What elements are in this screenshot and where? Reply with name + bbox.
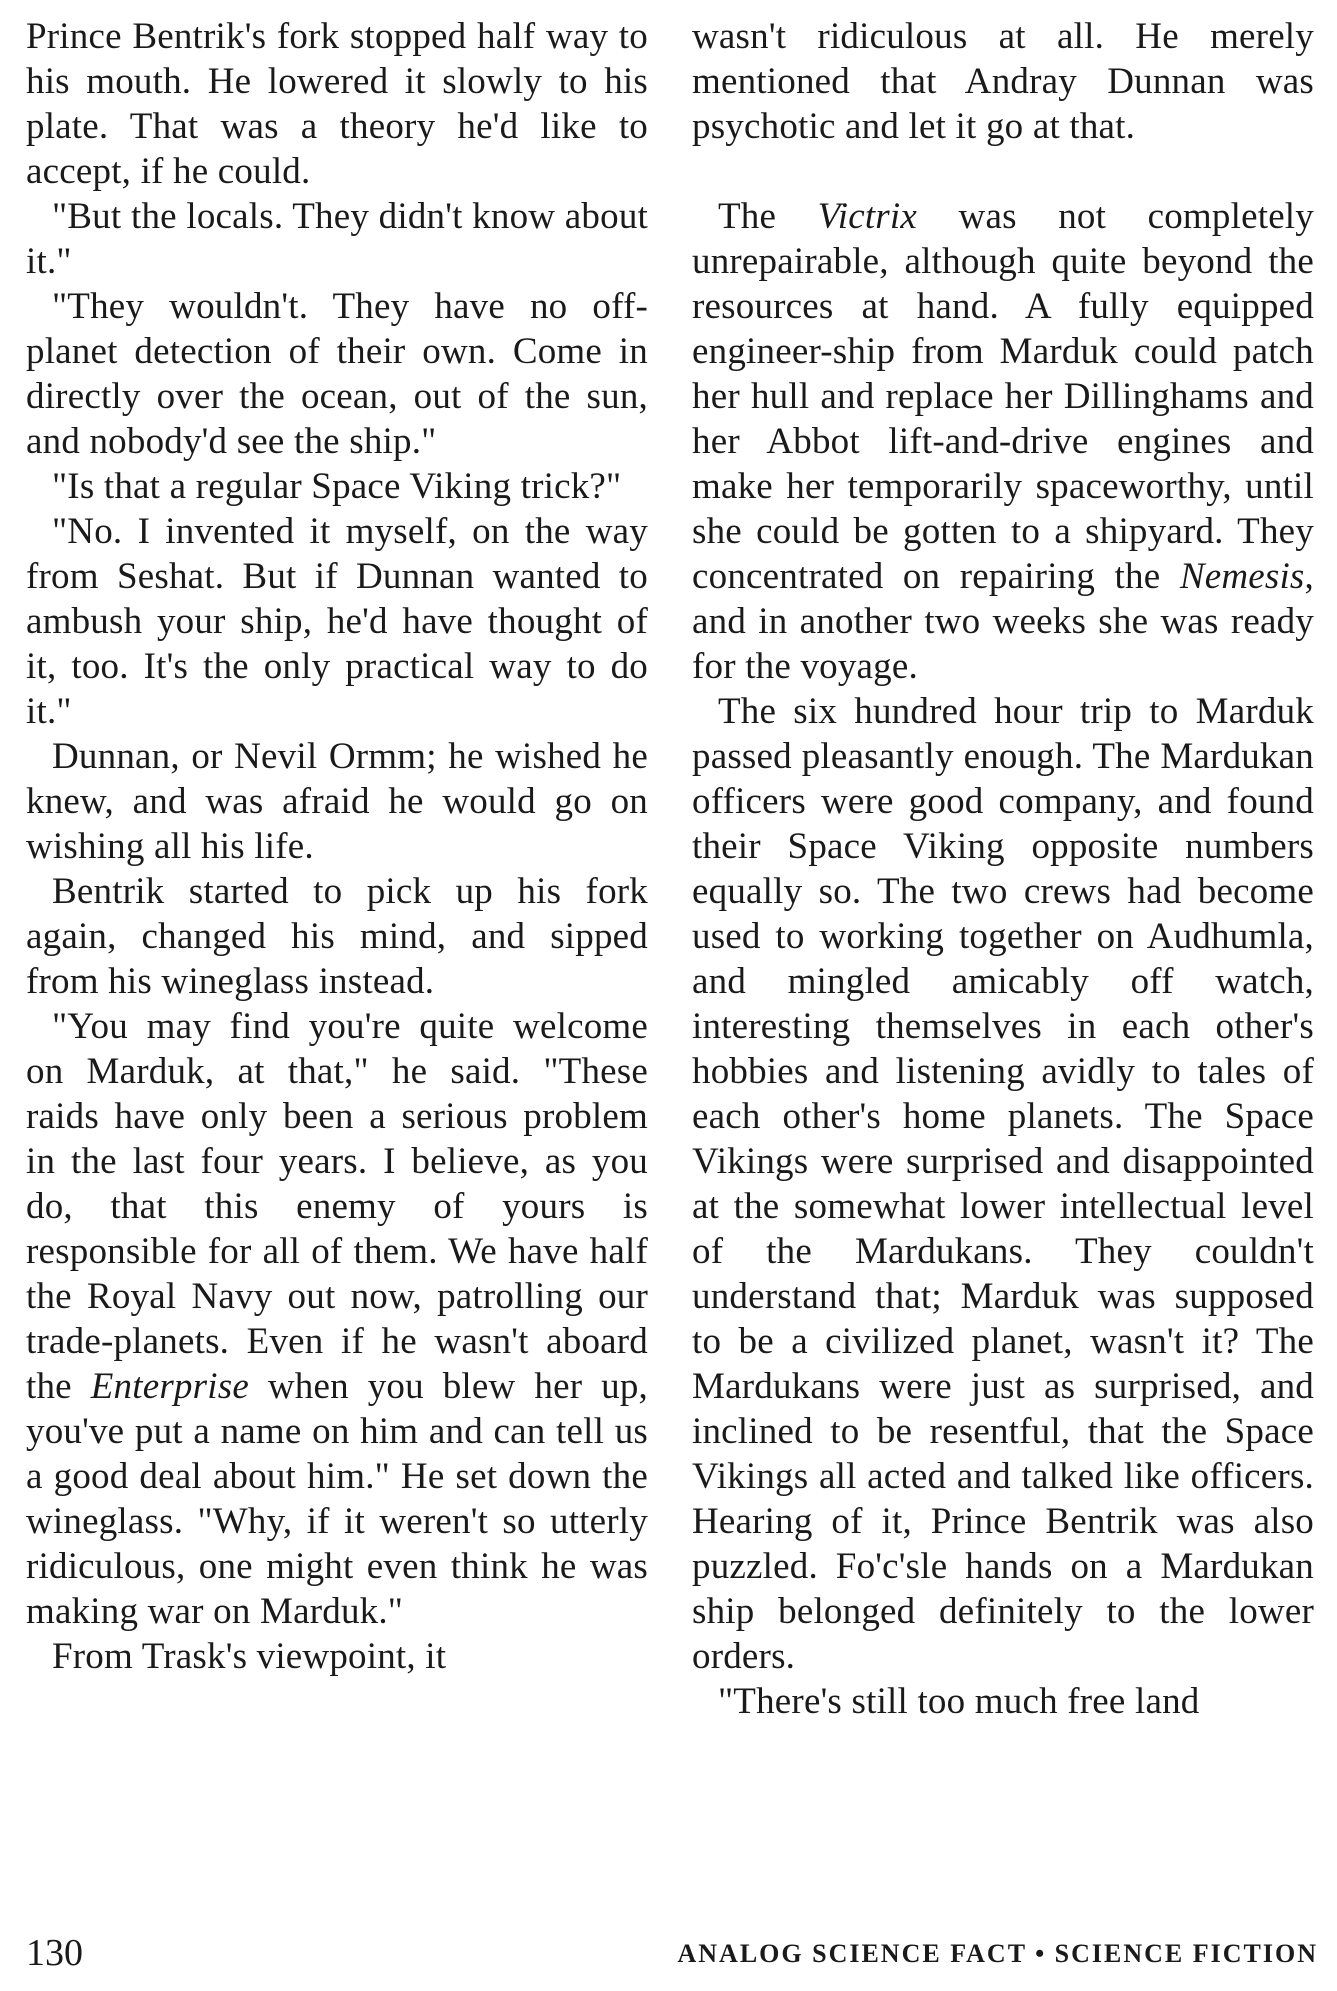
paragraph: The six hundred hour trip to Marduk passed pleasantly enough. The Mardukan officers were good company, and found their Space Viking opposite numbers equally so. The two crews had become used to working together on Audhumla, and mingled amicably off watch, interesting themselves in each other's hobbies and listening avidly to tales of each other's home planets. The Space Vikings were surprised and disappointed at the somewhat lower intellectual level of the Mardukans. They couldn't understand that; Marduk was supposed to be a civilized planet, wasn't it? The Mardukans were just as surprised, and inclined to be resentful, that the Space Vikings all acted and talked like officers. Hearing of it, Prince Bentrik was also puzzled. Fo'c'sle hands on a Mardukan ship belonged definitely to the lower orders. xyxy=(692,691,1314,1677)
paragraph: From Trask's viewpoint, it xyxy=(52,1636,447,1677)
paragraph: "But the locals. They didn't know about it." xyxy=(26,196,648,282)
paragraph: "They wouldn't. They have no off-planet detection of their own. Come in directly over the ocean, out of the sun, and nobody'd see the ship." xyxy=(26,286,648,462)
ship-name-italic: Enterprise xyxy=(90,1366,249,1407)
paragraph: Prince Bentrik's fork stopped half way to his mouth. He lowered it slowly to his plate. That was a theory he'd like to accept, if he could. xyxy=(26,16,648,192)
paragraph-text: The xyxy=(718,196,818,237)
page-number: 130 xyxy=(26,1932,83,1974)
paragraph: Dunnan, or Nevil Ormm; he wished he knew, and was afraid he would go on wishing all his life. xyxy=(26,736,648,867)
paragraph-text: , and in another two weeks she was ready for the voyage. xyxy=(692,556,1314,687)
page-footer xyxy=(26,1928,1318,1978)
paragraph: "Is that a regular Space Viking trick?" xyxy=(52,466,622,507)
paragraph: Bentrik started to pick up his fork again, changed his mind, and sipped from his wineglass instead. xyxy=(26,871,648,1002)
paragraph: "There's still too much free land xyxy=(718,1681,1200,1722)
ship-name-italic: Victrix xyxy=(817,196,917,237)
left-column xyxy=(26,14,648,1679)
paragraph-text: "You may find you're quite welcome on Marduk, at that," he said. "These raids have only been a serious problem in the last four years. I believe, as you do, that this enemy of yours is responsible for all of them. We have half the Royal Navy out now, patrolling our trade-planets. Even if he wasn't aboard the xyxy=(26,1006,648,1407)
paragraph: wasn't ridiculous at all. He merely mentioned that Andray Dunnan was psychotic and let it go at that. xyxy=(692,16,1314,147)
paragraph xyxy=(26,1004,648,1634)
right-column xyxy=(692,14,1314,1724)
paragraph: "No. I invented it myself, on the way from Seshat. But if Dunnan wanted to ambush your ship, he'd have thought of it, too. It's the only practical way to do it." xyxy=(26,511,648,732)
paragraph-text: was not completely unrepairable, although quite beyond the resources at hand. A fully equipped engineer-ship from Marduk could patch her hull and replace her Dillinghams and her Abbot lift-and-drive engines and make her temporarily spaceworthy, until she could be gotten to a shipyard. They concentrated on repairing the xyxy=(692,196,1314,597)
running-title: ANALOG SCIENCE FACT • SCIENCE FICTION xyxy=(677,1939,1318,1968)
ship-name-italic: Nemesis xyxy=(1179,556,1305,597)
paragraph-text: when you blew her up, you've put a name on him and can tell us a good deal about him." He set down the wineglass. "Why, if it weren't so utterly ridiculous, one might even think he was making war on Marduk." xyxy=(26,1366,648,1632)
paragraph xyxy=(692,194,1314,689)
